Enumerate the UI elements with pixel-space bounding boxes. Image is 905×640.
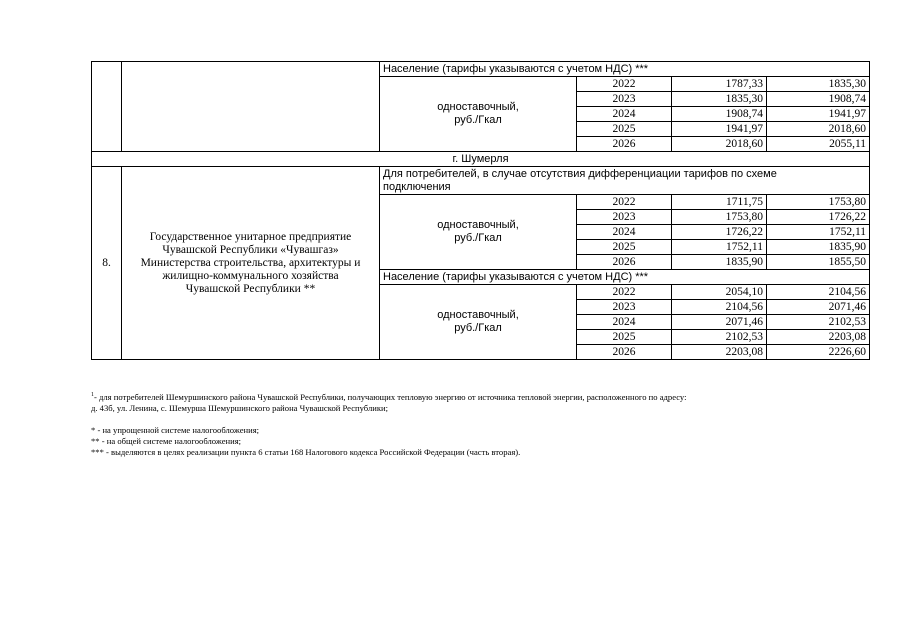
year-cell: 2025 (577, 240, 672, 255)
year-cell: 2023 (577, 300, 672, 315)
tariff-value-2: 1835,90 (767, 240, 870, 255)
year-cell: 2024 (577, 107, 672, 122)
footnote-mark: 1 (91, 392, 94, 398)
tariff-type-line1: одноставочный, (437, 101, 519, 113)
org-line: Государственное унитарное предприятие (149, 230, 352, 243)
tariff-value-1: 2018,60 (672, 137, 767, 152)
tariff-table (91, 61, 870, 360)
tariff-value-2: 1941,97 (767, 107, 870, 122)
org-line: жилищно-коммунального хозяйства (162, 269, 339, 282)
consumers-header-line1: Для потребителей, в случае отсутствия дифференциации тарифов по схеме (383, 167, 777, 180)
consumers-header (380, 167, 870, 195)
tariff-type-line1: одноставочный, (437, 309, 519, 321)
tariff-value-1: 1752,11 (672, 240, 767, 255)
tariff-value-2: 2226,60 (767, 345, 870, 360)
note-general-tax: ** - на общей системе налогообложения; (91, 436, 242, 446)
tariff-type (380, 77, 577, 152)
tariff-value-2: 1726,22 (767, 210, 870, 225)
city-heading: г. Шумерля (92, 152, 870, 167)
year-cell: 2025 (577, 330, 672, 345)
tariff-value-1: 2054,10 (672, 285, 767, 300)
tariff-value-1: 1753,80 (672, 210, 767, 225)
tariff-type (380, 285, 577, 360)
tariff-value-2: 2102,53 (767, 315, 870, 330)
tariff-value-2: 2071,46 (767, 300, 870, 315)
footnotes (91, 392, 861, 458)
tariff-value-1: 1941,97 (672, 122, 767, 137)
footnote-text-line2: д. 43б, ул. Ленина, с. Шемурша Шемуршинского района Чувашской Республики; (91, 403, 388, 413)
tariff-value-2: 2104,56 (767, 285, 870, 300)
tariff-value-1: 1835,90 (672, 255, 767, 270)
year-cell: 2024 (577, 315, 672, 330)
org-line: Министерства строительства, архитектуры и (140, 256, 361, 269)
year-cell: 2022 (577, 285, 672, 300)
tariff-value-2: 1753,80 (767, 195, 870, 210)
year-cell: 2024 (577, 225, 672, 240)
organization-name (122, 62, 380, 152)
tariff-value-2: 2203,08 (767, 330, 870, 345)
year-cell: 2022 (577, 77, 672, 92)
year-cell: 2023 (577, 210, 672, 225)
tariff-value-2: 2018,60 (767, 122, 870, 137)
row-number: 8. (92, 167, 122, 360)
tariff-value-1: 1726,22 (672, 225, 767, 240)
tariff-value-2: 1855,50 (767, 255, 870, 270)
year-cell: 2026 (577, 345, 672, 360)
org-line: Чувашской Республики «Чувашгаз» (162, 243, 339, 256)
organization-name (122, 167, 380, 360)
tariff-value-2: 2055,11 (767, 137, 870, 152)
population-header: Население (тарифы указываются с учетом НДС) *** (380, 270, 870, 285)
year-cell: 2022 (577, 195, 672, 210)
tariff-value-2: 1835,30 (767, 77, 870, 92)
year-cell: 2026 (577, 137, 672, 152)
year-cell: 2026 (577, 255, 672, 270)
tariff-value-1: 2102,53 (672, 330, 767, 345)
tariff-type-line2: руб./Гкал (454, 114, 502, 126)
tariff-type (380, 195, 577, 270)
tariff-type-line1: одноставочный, (437, 219, 519, 231)
org-line: Чувашской Республики ** (185, 282, 316, 295)
footnote-text-line1: - для потребителей Шемуршинского района Чувашской Республики, получающих тепловую энергию от источника тепловой энергии, расположенного по адресу: (94, 392, 687, 402)
tariff-value-1: 1787,33 (672, 77, 767, 92)
year-cell: 2025 (577, 122, 672, 137)
footnote-1 (91, 392, 861, 403)
note-simplified-tax: * - на упрощенной системе налогообложения; (91, 425, 260, 435)
tariff-value-1: 1835,30 (672, 92, 767, 107)
tariff-type-line2: руб./Гкал (454, 322, 502, 334)
tariff-value-1: 1908,74 (672, 107, 767, 122)
tariff-value-1: 2104,56 (672, 300, 767, 315)
consumers-header-line2: подключения (383, 180, 451, 193)
tariff-value-1: 1711,75 (672, 195, 767, 210)
tariff-value-1: 2071,46 (672, 315, 767, 330)
row-number (92, 62, 122, 152)
population-header: Население (тарифы указываются с учетом НДС) *** (380, 62, 870, 77)
year-cell: 2023 (577, 92, 672, 107)
tariff-value-2: 1752,11 (767, 225, 870, 240)
tariff-value-1: 2203,08 (672, 345, 767, 360)
note-vat: *** - выделяются в целях реализации пункта 6 статьи 168 Налогового кодекса Российской Федерации (часть вторая). (91, 447, 521, 457)
tariff-type-line2: руб./Гкал (454, 232, 502, 244)
tariff-value-2: 1908,74 (767, 92, 870, 107)
